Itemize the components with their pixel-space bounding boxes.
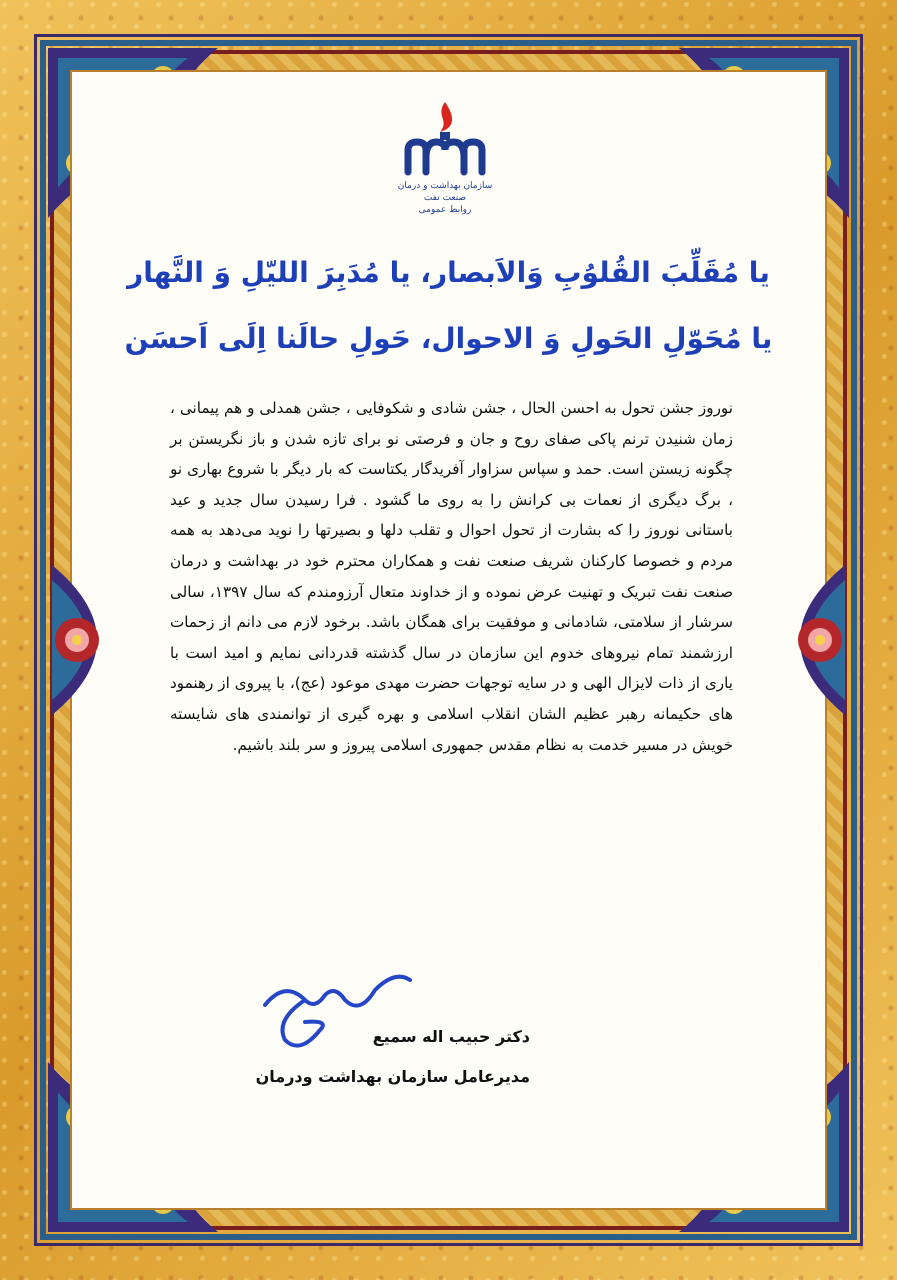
- invocation-line-2: یا مُحَوّلِ الحَولِ وَ الاحوال، حَولِ حالَنا اِلَی اَحسَن: [124, 322, 773, 355]
- nowruz-message-body: نوروز جشن تحول به احسن الحال ، جشن شادی و شکوفایی ، جشن همدلی و هم پیمانی ، زمان شنیدن ترنم پاکی صفای روح و جان و فرصتی نو برای تازه شدن و باز نگریستن بر چگونه زیستن است. حمد و سپاس سزاوار آفریدگار یکتاست که بار دیگر با شروع بهاری نو ، برگ دیگری از نعمات بی کرانش را به روی ما گشود . فرا رسیدن سال جدید و عید باستانی نوروز را که بشارت از تحول احوال و تقلب دلها و بصیرتها را نوید می‌دهد به همه مردم و خصوصا کارکنان شریف صنعت نفت و همکاران محترم خود در بهداشت و درمان صنعت نفت تبریک و تهنیت عرض نموده و از خداوند متعال آرزومندم که سال ۱۳۹۷، سالی سرشار از سلامتی، شادمانی و موفقیت برای همگان باشد. برخود لازم می دانم از زحمات ارزشمند تمام نیروهای خدوم این سازمان در سال گذشته قدردانی نمایم و امید است با یاری از ذات لایزال الهی و در سایه توجهات حضرت مهدی موعود (عج)، با پیروی از رهنمود های حکیمانه رهبر عظیم الشان انقلاب اسلامی و بهره گیری از توانمندی های شایسته خویش در مسیر خدمت به نظام مقدس جمهوری اسلامی پیروز و سر بلند باشیم.: [170, 399, 733, 754]
- signatory-name: دکتر حبیب اله سمیع: [372, 1027, 530, 1046]
- organization-name: سازمان بهداشت و درمان صنعت نفت: [397, 181, 493, 203]
- signatory-title: مدیرعامل سازمان بهداشت ودرمان: [255, 1067, 530, 1086]
- side-medallion-left: [52, 565, 142, 715]
- organization-unit: روابط عمومی: [418, 205, 472, 215]
- invocation-line-1: یا مُقَلِّبَ القُلوُبِ وَالاَبصار، یا مُدَبِرَ اللیّلِ وَ النَّهار: [127, 256, 770, 289]
- flame-logo-icon: [390, 98, 500, 178]
- organization-logo: [390, 98, 500, 218]
- side-medallion-right: [755, 565, 845, 715]
